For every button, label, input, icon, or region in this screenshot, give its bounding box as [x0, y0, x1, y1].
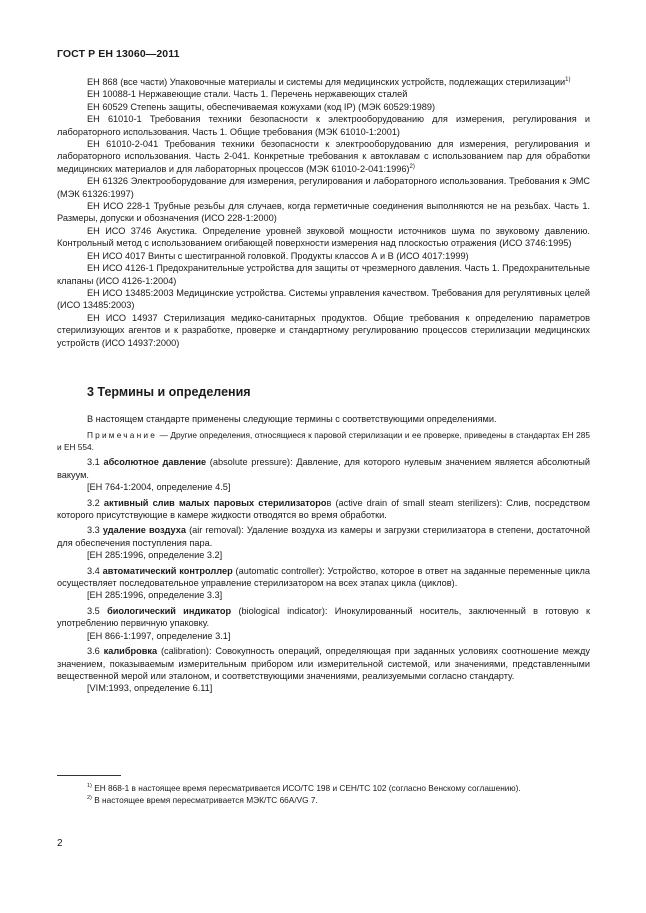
- term-source: [ЕН 285:1996, определение 3.3]: [87, 590, 223, 601]
- term-definition: 3.5 биологический индикатор (biological indicator): Инокулированный носитель, заключенный в готовую к употреблению первичную упаковку.: [57, 605, 590, 629]
- footnote: $^{1)}$ ЕН 868-1 в настоящее время пересматривается ИСО/ТС 198 и СЕН/ТС 102 (согласно Венскому соглашению).: [87, 783, 521, 793]
- term-source: [ЕН 764-1:2004, определение 4.5]: [87, 482, 231, 493]
- note-text: — Другие определения, относящиеся к паровой стерилизации и ее проверке, приведены в стандартах ЕН 285 и ЕН 554.: [57, 430, 590, 453]
- reference-item: ЕН 61326 Электрооборудование для измерения, регулирования и лабораторного использования. Требования к ЭМС (МЭК 61326:1997): [57, 176, 590, 199]
- term-definition: 3.2 активный слив малых паровых стерилизаторов (active drain of small steam sterilizers): Слив, посредством которого присутствующие в камере жидкости отводятся во время обработки.: [57, 497, 590, 521]
- reference-item: ЕН 60529 Степень защиты, обеспечиваемая кожухами (код IP) (МЭК 60529:1989): [87, 101, 436, 112]
- reference-item: ЕН ИСО 4126-1 Предохранительные устройства для защиты от чрезмерного давления. Часть 1. Предохранительные клапаны (ИСО 4126-1:2004): [57, 263, 590, 286]
- note: [57, 429, 590, 453]
- footnotes: [57, 783, 590, 806]
- reference-item: ЕН 868 (все части) Упаковочные материалы и системы для медицинских устройств, подлежащих стерилизации$^{1)}$: [87, 76, 571, 87]
- term-name: биологический индикатор: [107, 605, 232, 616]
- section-title: 3 Термины и определения: [87, 385, 251, 399]
- term-name: калибровка: [103, 646, 158, 657]
- reference-item: ЕН ИСО 13485:2003 Медицинские устройства. Системы управления качеством. Требования для регулятивных целей (ИСО 13485:2003): [57, 287, 590, 311]
- term-definition: 3.1 абсолютное давление (absolute pressure): Давление, для которого нулевым значением является абсолютный вакуум.: [57, 457, 590, 480]
- reference-item: ЕН 61010-1 Требования техники безопасности к электрооборудованию для измерения, регулирования и лабораторного использования. Часть 1. Общие требования (МЭК 61010-1:2001): [57, 114, 590, 137]
- reference-item: ЕН ИСО 228-1 Трубные резьбы для случаев, когда герметичные соединения выполняются не на резьбах. Часть 1. Размеры, допуски и обозначения (ИСО 228-1:2000): [57, 201, 590, 224]
- term-name: активный слив малых паровых стерилизаторо: [103, 497, 327, 508]
- reference-item: ЕН 10088-1 Нержавеющие стали. Часть 1. Перечень нержавеющих сталей: [87, 89, 408, 100]
- normative-references-list: [57, 76, 590, 349]
- reference-item: ЕН ИСО 3746 Акустика. Определение уровней звуковой мощности источников шума по звуковому давлению. Контрольный метод с использованием огибающей поверхности измерения над плоскостью отражения (ИСО 3746:1995): [57, 225, 590, 249]
- footnote: $^{2)}$ В настоящее время пересматривается МЭК/ТС 66А/VG 7.: [87, 794, 318, 805]
- term-definition: 3.6 калибровка (calibration): Совокупность операций, определяющая при заданных условиях соотношение между значением, показываемым измерительным прибором или измерительной системой, или значениями, представленными вещественной мерой или эталоном, и соответствующими значениями, реализуемыми согласно стандарту.: [57, 646, 590, 681]
- term-name: удаление воздуха: [102, 525, 186, 536]
- term-source: [ЕН 285:1996, определение 3.2]: [87, 550, 223, 561]
- reference-item: ЕН ИСО 4017 Винты с шестигранной головкой. Продукты классов А и В (ИСО 4017:1999): [87, 250, 469, 261]
- term-name: абсолютное давление: [103, 457, 207, 468]
- note-label: Примечание: [87, 430, 158, 441]
- terms-and-definitions: [57, 413, 590, 695]
- term-definition: 3.4 автоматический контроллер (automatic controller): Устройство, которое в ответ на заданные переменные цикла осуществляет последовательное управление стерилизатором на всех этапах цикла (циклов).: [57, 565, 590, 589]
- term-source: [VIM:1993, определение 6.11]: [87, 683, 213, 694]
- footnote-divider: [57, 775, 121, 776]
- page-number: 2: [57, 838, 63, 849]
- reference-item: ЕН 61010-2-041 Требования техники безопасности к электрооборудованию для измерения, регулирования и лабораторного использования. Часть 2-041. Конкретные требования к автоклавам с использованием пар для обработки медицинских материалов и для лабораторных процессов (МЭК 61010-2-041:1996)$^{2)}$: [57, 139, 590, 174]
- term-name: автоматический контроллер: [102, 565, 233, 576]
- section-intro: В настоящем стандарте применены следующие термины с соответствующими определениями.: [87, 414, 497, 424]
- term-source: [ЕН 866-1:1997, определение 3.1]: [87, 630, 231, 641]
- reference-item: ЕН ИСО 14937 Стерилизация медико-санитарных продуктов. Общие требования к определению параметров стерилизующих агентов и к разработке, проверке и стандартному регулированию процессов стерилизации медицинских устройств (ИСО 14937:2000): [57, 312, 590, 348]
- term-definition: 3.3 удаление воздуха (air removal): Удаление воздуха из камеры и загрузки стерилизатора в степени, достаточной для обеспечения поступления пара.: [57, 525, 590, 548]
- document-header: ГОСТ Р ЕН 13060—2011: [57, 48, 180, 60]
